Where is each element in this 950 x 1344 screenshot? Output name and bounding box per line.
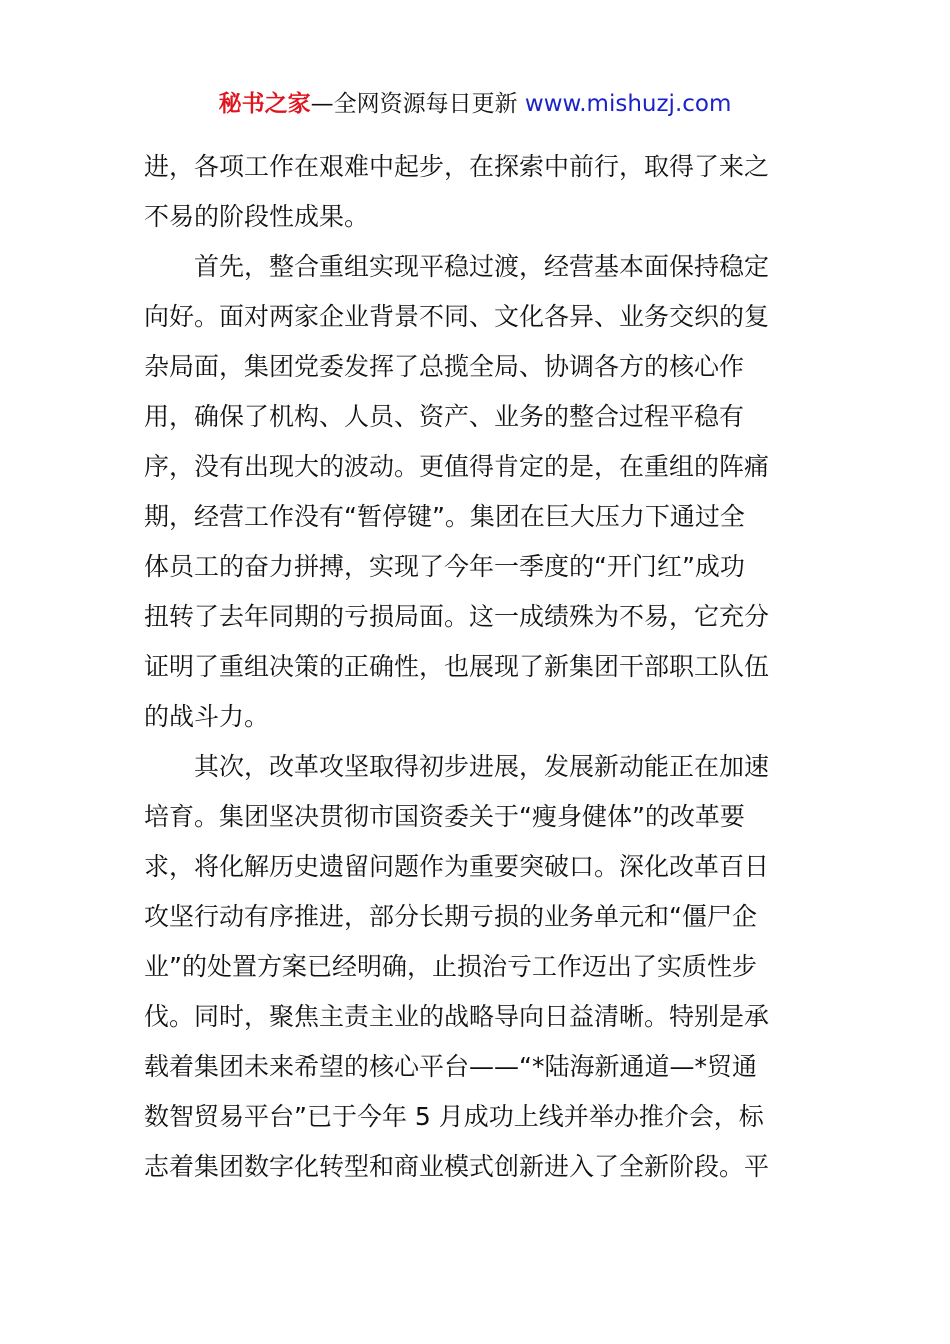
- text-line: 数智贸易平台”已于今年 5 月成功上线并举办推介会，标: [144, 1102, 764, 1131]
- text-line: 向好。面对两家企业背景不同、文化各异、业务交织的复: [144, 302, 770, 331]
- header-tagline: —全网资源每日更新: [310, 91, 525, 117]
- text-line: 杂局面，集团党委发挥了总揽全局、协调各方的核心作: [144, 352, 745, 381]
- site-url-link[interactable]: www.mishuzj.com: [524, 91, 732, 117]
- text-line: 期，经营工作没有“暂停键”。集团在巨大压力下通过全: [144, 502, 745, 531]
- text-line: 伐。同时，聚焦主责主业的战略导向日益清晰。特别是承: [144, 1002, 770, 1031]
- text-line: 的战斗力。: [144, 702, 270, 731]
- text-line: 证明了重组决策的正确性，也展现了新集团干部职工队伍: [144, 652, 770, 681]
- text-line: 志着集团数字化转型和商业模式创新进入了全新阶段。平: [144, 1152, 770, 1181]
- text-line: 扭转了去年同期的亏损局面。这一成绩殊为不易，它充分: [144, 602, 770, 631]
- text-line: 序，没有出现大的波动。更值得肯定的是，在重组的阵痛: [144, 452, 770, 481]
- text-line: 攻坚行动有序推进，部分长期亏损的业务单元和“僵尸企: [144, 902, 757, 931]
- text-line: 载着集团未来希望的核心平台——“*陆海新通道—*贸通: [144, 1052, 757, 1081]
- site-header: [0, 88, 950, 120]
- brand-name: 秘书之家: [218, 91, 311, 117]
- paragraph-start-line: 首先，整合重组实现平稳过渡，经营基本面保持稳定: [194, 252, 770, 281]
- text-line: 体员工的奋力拼搏，实现了今年一季度的“开门红”成功: [144, 552, 745, 581]
- text-line: 业”的处置方案已经明确，止损治亏工作迈出了实质性步: [144, 952, 757, 981]
- text-line: 不易的阶段性成果。: [144, 202, 370, 231]
- text-line: 进，各项工作在艰难中起步，在探索中前行，取得了来之: [144, 152, 770, 181]
- text-line: 用，确保了机构、人员、资产、业务的整合过程平稳有: [144, 402, 745, 431]
- paragraph-start-line: 其次，改革攻坚取得初步进展，发展新动能正在加速: [194, 752, 770, 781]
- text-line: 求，将化解历史遗留问题作为重要突破口。深化改革百日: [144, 852, 770, 881]
- text-line: 培育。集团坚决贯彻市国资委关于“瘦身健体”的改革要: [144, 802, 745, 831]
